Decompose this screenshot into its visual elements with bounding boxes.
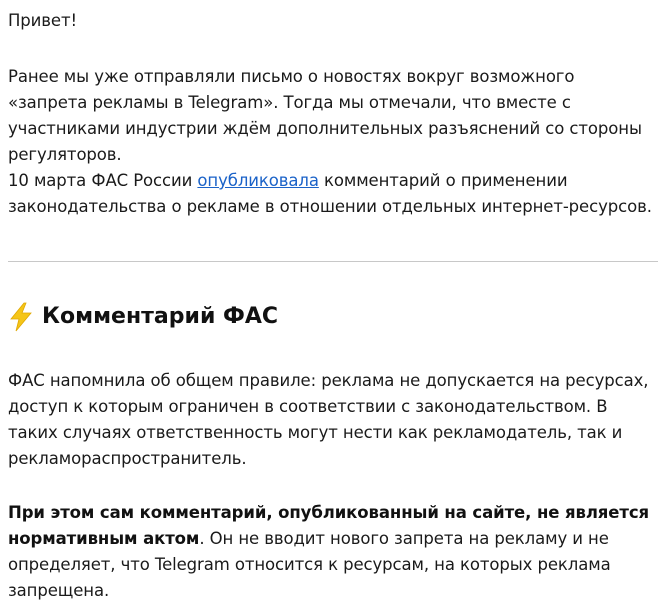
bold-statement: При этом сам комментарий, опубликованный на сайте, не является нормативным актом bbox=[8, 503, 650, 548]
greeting-text: Привет! bbox=[8, 11, 78, 30]
published-link[interactable]: опубликовала bbox=[197, 171, 319, 190]
section-divider bbox=[8, 261, 658, 262]
paragraph-text-before-link: 10 марта ФАС России bbox=[8, 171, 198, 190]
comment-status-paragraph bbox=[8, 500, 658, 604]
fas-publication-paragraph bbox=[8, 168, 658, 220]
lightning-bolt-icon bbox=[8, 302, 34, 332]
section-title: Комментарий ФАС bbox=[42, 304, 279, 329]
statement-rest: . Он не вводит нового запрета на рекламу и не определяет, что Telegram относится к ресурсам, на которых реклама запрещена. bbox=[8, 529, 611, 600]
intro-paragraph: Ранее мы уже отправляли письмо о новостях вокруг возможного «запрета рекламы в Telegram». Тогда мы отмечали, что вместе с участниками индустрии ждём дополнительных разъяснений со стороны регуляторов. bbox=[8, 67, 642, 164]
section-heading bbox=[8, 300, 278, 334]
fas-rule-paragraph: ФАС напомнила об общем правиле: реклама не допускается на ресурсах, доступ к которым ограничен в соответствии с законодательством. В таких случаях ответственность могут нести как рекламодатель, так и рекламораспространитель. bbox=[8, 371, 649, 468]
paragraph-text-after-link: комментарий о применении законодательства о рекламе в отношении отдельных интернет-ресурсов. bbox=[8, 171, 652, 216]
